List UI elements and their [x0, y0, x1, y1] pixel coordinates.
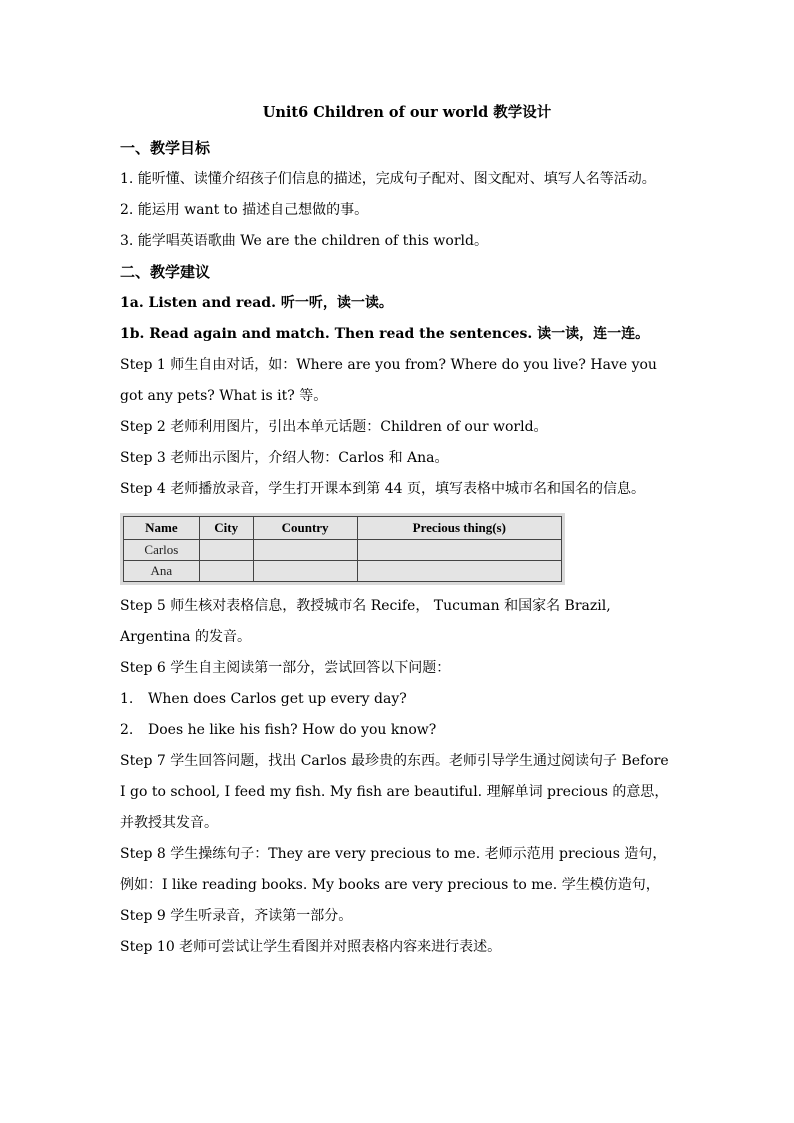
section-heading-suggestions: 二、教学建议	[120, 263, 211, 281]
step-2: Step 2 老师利用图片，引出本单元话题：Children of our world。	[120, 419, 548, 435]
table-header-cell: City	[199, 517, 253, 540]
question-text: When does Carlos get up every day?	[148, 691, 407, 707]
question-item	[120, 715, 676, 746]
step-9: Step 9 学生听录音，齐读第一部分。	[120, 908, 353, 924]
objective-item: 1. 能听懂、读懂介绍孩子们信息的描述，完成句子配对、图文配对、填写人名等活动。	[120, 171, 656, 187]
table-cell	[357, 540, 561, 561]
table-cell	[357, 561, 561, 582]
table-cell	[253, 540, 357, 561]
table-header-cell: Precious thing(s)	[357, 517, 561, 540]
step-3: Step 3 老师出示图片，介绍人物：Carlos 和 Ana。	[120, 450, 449, 466]
table-header-cell: Country	[253, 517, 357, 540]
info-table-image	[120, 513, 565, 585]
document-body	[120, 101, 676, 963]
question-number: 1.	[120, 691, 134, 707]
objective-item: 3. 能学唱英语歌曲 We are the children of this world。	[120, 233, 488, 249]
info-table	[123, 516, 562, 582]
activity-1a-heading: 1a. Listen and read. 听一听，读一读。	[120, 295, 393, 311]
section-heading-objectives: 一、教学目标	[120, 139, 211, 157]
table-cell	[253, 561, 357, 582]
step-4: Step 4 老师播放录音，学生打开课本到第 44 页，填写表格中城市名和国名的信息。	[120, 481, 645, 497]
activity-1b-heading: 1b. Read again and match. Then read the sentences. 读一读，连一连。	[120, 326, 650, 342]
table-cell	[199, 561, 253, 582]
table-cell: Carlos	[124, 540, 200, 561]
step-8: Step 8 学生操练句子：They are very precious to me. 老师示范用 precious 造句，例如：I like reading books. My books are very precious to me. 学生模仿造句，	[120, 846, 667, 893]
question-text: Does he like his fish? How do you know?	[148, 722, 437, 738]
table-cell: Ana	[124, 561, 200, 582]
table-header-cell: Name	[124, 517, 200, 540]
table-row	[124, 561, 562, 582]
step-10: Step 10 老师可尝试让学生看图并对照表格内容来进行表述。	[120, 939, 502, 955]
step-1: Step 1 师生自由对话，如：Where are you from? Where do you live? Have you got any pets? What is it? 等。	[120, 357, 657, 404]
step-6: Step 6 学生自主阅读第一部分，尝试回答以下问题：	[120, 660, 451, 676]
objective-item: 2. 能运用 want to 描述自己想做的事。	[120, 202, 369, 218]
step-5: Step 5 师生核对表格信息，教授城市名 Recife， Tucuman 和国家名 Brazil, Argentina 的发音。	[120, 598, 611, 645]
table-row	[124, 540, 562, 561]
table-cell	[199, 540, 253, 561]
question-item	[120, 684, 676, 715]
document-title: Unit6 Children of our world 教学设计	[262, 104, 552, 121]
step-7: Step 7 学生回答问题，找出 Carlos 最珍贵的东西。老师引导学生通过阅读句子 Before I go to school, I feed my fish. My fish are beautiful. 理解单词 precious 的意思，并教授其发音。	[120, 753, 669, 831]
question-number: 2.	[120, 722, 134, 738]
table-header-row	[124, 517, 562, 540]
